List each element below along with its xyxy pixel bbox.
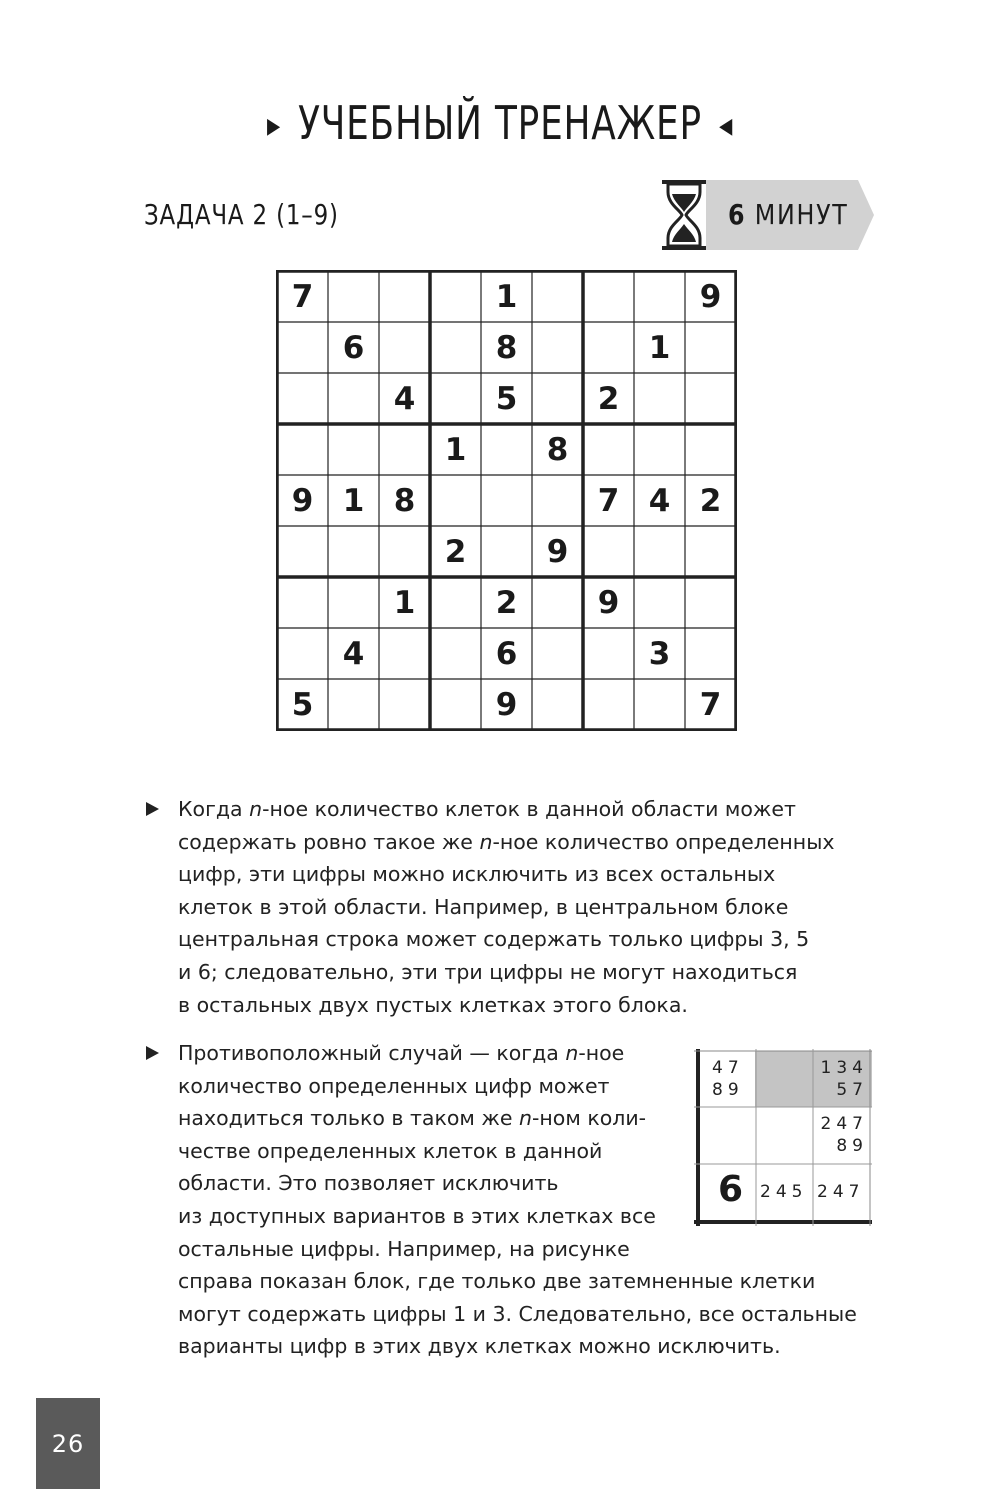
candidates-r0c0 [712, 1057, 744, 1101]
tip-text: центральная строка может содержать только цифры 3, 5 [178, 927, 810, 952]
candidates-line: 134 [820, 1058, 868, 1078]
tip-variable: n [249, 797, 263, 821]
sudoku-cell: 1 [444, 431, 467, 468]
sudoku-cell [430, 373, 481, 424]
sudoku-cell: 4 [648, 482, 671, 519]
sudoku-cell [379, 322, 430, 373]
sudoku-cell [430, 271, 481, 322]
timer-unit: МИНУТ [754, 198, 849, 231]
sudoku-cell: 5 [291, 686, 314, 723]
sudoku-cell: 6 [495, 635, 518, 672]
tip-text: количество определенных цифр может [178, 1073, 610, 1098]
sudoku-cell: 9 [699, 278, 722, 315]
candidates-line: 47 [712, 1058, 744, 1078]
candidates-r0c2 [818, 1057, 868, 1101]
candidates-r1c2 [818, 1113, 868, 1157]
sudoku-cell [583, 271, 634, 322]
sudoku-cell: 2 [699, 482, 722, 519]
tip-line [178, 923, 835, 956]
sudoku-cell [379, 526, 430, 577]
sudoku-cell: 1 [393, 584, 416, 621]
sudoku-cell: 7 [291, 278, 314, 315]
sudoku-cell: 6 [342, 329, 365, 366]
tip-text: содержать ровно такое же [178, 829, 480, 854]
sudoku-cell [328, 373, 379, 424]
sudoku-cell: 3 [648, 635, 671, 672]
sudoku-cell: 4 [342, 635, 365, 672]
sudoku-cell [634, 373, 685, 424]
sudoku-cell [532, 628, 583, 679]
sudoku-cell [379, 271, 430, 322]
sudoku-cell [685, 526, 736, 577]
sudoku-cell [532, 271, 583, 322]
sudoku-cell: 9 [597, 584, 620, 621]
page-number: 26 [36, 1398, 100, 1489]
sudoku-cell [685, 628, 736, 679]
title-left-arrow: ▶ [266, 114, 281, 139]
tip-text: и 6; следовательно, эти три цифры не могут находиться [178, 959, 798, 984]
sudoku-cell [379, 679, 430, 730]
sudoku-cell: 1 [648, 329, 671, 366]
tip-variable: n [565, 1041, 579, 1065]
sudoku-cell [532, 679, 583, 730]
tip-text: из доступных вариантов в этих клетках все [178, 1203, 656, 1228]
tip-line [178, 1298, 857, 1331]
sudoku-cell [430, 628, 481, 679]
tip-text: в остальных двух пустых клетках этого блока. [178, 992, 688, 1017]
page-title [110, 96, 890, 150]
sudoku-cell [277, 628, 328, 679]
sudoku-cell [430, 577, 481, 628]
tip-line [178, 956, 835, 989]
tip-text: клеток в этой области. Например, в центральном блоке [178, 894, 789, 919]
tip-line [178, 1265, 857, 1298]
tip-text: справа показан блок, где только две затемненные клетки [178, 1269, 816, 1294]
sudoku-cell [328, 577, 379, 628]
sudoku-cell [277, 526, 328, 577]
task-label: ЗАДАЧА 2 (1–9) [144, 198, 339, 231]
sudoku-cell [532, 577, 583, 628]
sudoku-cell [379, 628, 430, 679]
sudoku-cell [532, 475, 583, 526]
candidates-line: 57 [836, 1080, 868, 1100]
tip-paragraph [178, 793, 835, 1021]
candidates-r2c1 [760, 1181, 807, 1203]
title-right-arrow: ◀ [719, 114, 734, 139]
sudoku-cell [685, 424, 736, 475]
candidates-line: 245 [760, 1182, 808, 1202]
bullet-icon [146, 1046, 159, 1060]
candidates-line: 89 [836, 1136, 868, 1156]
sudoku-cell [583, 628, 634, 679]
sudoku-cell: 2 [597, 380, 620, 417]
sudoku-cell: 9 [546, 533, 569, 570]
sudoku-cell [328, 424, 379, 475]
sudoku-cell: 1 [342, 482, 365, 519]
tip-text: варианты цифр в этих двух клетках можно исключить. [178, 1334, 781, 1359]
timer-text [728, 198, 849, 231]
tip-text: остальные цифры. Например, на рисунке [178, 1236, 630, 1261]
sudoku-cell [481, 526, 532, 577]
sudoku-cell [532, 322, 583, 373]
tip-variable: n [479, 829, 493, 854]
sudoku-cell [328, 679, 379, 730]
sudoku-cell [481, 424, 532, 475]
sudoku-cell [328, 526, 379, 577]
hourglass-icon [662, 180, 706, 250]
sudoku-cell [685, 577, 736, 628]
sudoku-cell [532, 373, 583, 424]
sudoku-cell: 5 [495, 380, 518, 417]
sudoku-cell [634, 679, 685, 730]
tip-line [178, 793, 835, 826]
sudoku-grid [276, 270, 737, 731]
sudoku-cell: 2 [444, 533, 467, 570]
sudoku-cell: 8 [495, 329, 518, 366]
sudoku-cell: 9 [291, 482, 314, 519]
tip-text: могут содержать цифры 1 и 3. Следовательно, все остальные [178, 1301, 857, 1326]
sudoku-cell [481, 475, 532, 526]
timer-minutes: 6 [728, 198, 747, 231]
sudoku-cell [277, 322, 328, 373]
sudoku-cell [583, 526, 634, 577]
sudoku-cell [634, 424, 685, 475]
tip-text: цифр, эти цифры можно исключить из всех остальных [178, 862, 776, 887]
tip-line [178, 1330, 857, 1363]
sudoku-cell: 9 [495, 686, 518, 723]
sudoku-cell [685, 322, 736, 373]
sudoku-cell [583, 679, 634, 730]
given-digit: 6 [718, 1169, 744, 1210]
sudoku-cell: 2 [495, 584, 518, 621]
sudoku-cell [379, 424, 430, 475]
tip-line [178, 989, 835, 1022]
sudoku-cell: 8 [546, 431, 569, 468]
sudoku-cell: 1 [495, 278, 518, 315]
sudoku-cell: 4 [393, 380, 416, 417]
sudoku-cell [634, 526, 685, 577]
tip-line [178, 1233, 857, 1266]
candidates-line: 247 [820, 1114, 868, 1134]
tip-text: Противоположный случай — когда [178, 1041, 566, 1065]
tip-text: -ное количество клеток в данной области может [262, 797, 796, 821]
sudoku-cell [634, 271, 685, 322]
sudoku-cell [583, 424, 634, 475]
candidates-r2c2 [817, 1181, 864, 1203]
sudoku-cell [430, 322, 481, 373]
candidates-line: 89 [712, 1080, 744, 1100]
bullet-icon [146, 802, 159, 816]
sudoku-cell [277, 373, 328, 424]
sudoku-cell: 7 [699, 686, 722, 723]
tip-line [178, 826, 835, 859]
sudoku-cell [634, 577, 685, 628]
sudoku-cell: 7 [597, 482, 620, 519]
candidates-line: 247 [817, 1182, 865, 1202]
sudoku-cell: 8 [393, 482, 416, 519]
tip-variable: n [519, 1106, 532, 1131]
sudoku-cell [277, 424, 328, 475]
title-text: УЧЕБНЫЙ ТРЕНАЖЕР [298, 96, 702, 150]
sudoku-cell [685, 373, 736, 424]
sudoku-cell [277, 577, 328, 628]
sudoku-cell [328, 271, 379, 322]
tip-text: -ное [578, 1041, 625, 1065]
tip-text: области. Это позволяет исключить [178, 1171, 559, 1196]
tip-text: находиться только в таком же [178, 1106, 519, 1131]
tip-text: Когда [178, 797, 250, 821]
tip-text: -ное количество определенных [492, 829, 835, 854]
candidate-block-example [694, 1049, 872, 1226]
sudoku-cell [583, 322, 634, 373]
tip-text: честве определенных клеток в данной [178, 1138, 603, 1163]
tip-line [178, 891, 835, 924]
sudoku-cell [430, 679, 481, 730]
tip-line [178, 858, 835, 891]
tip-text: -ном коли- [532, 1106, 647, 1131]
sudoku-cell [430, 475, 481, 526]
